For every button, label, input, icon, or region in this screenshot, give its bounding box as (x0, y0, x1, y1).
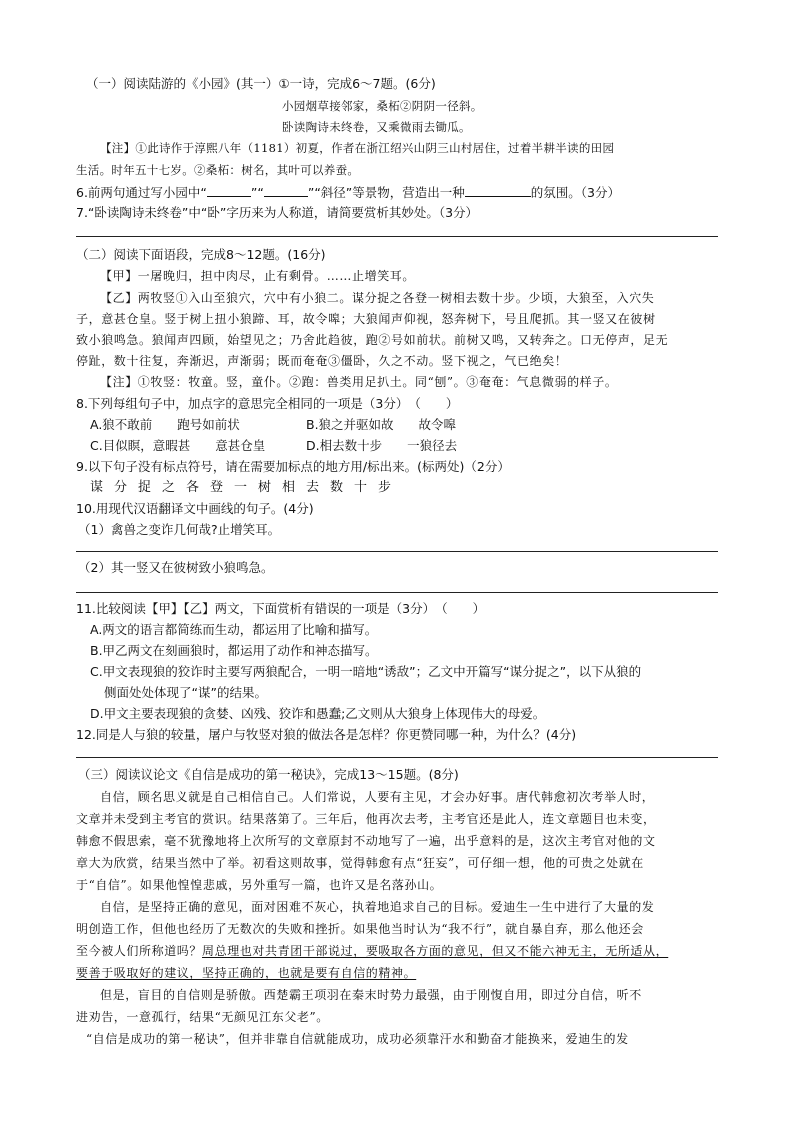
q6-blank-2[interactable] (264, 184, 308, 197)
section3-intro: （三）阅读议论文《自信是成功的第一秘诀》，完成13～15题。(8分) (78, 767, 459, 782)
question-11: 11.比较阅读【甲】【乙】两文，下面赏析有错误的一项是（3分） （ ） (76, 601, 486, 616)
essay-p3-line-1: 但是，盲目的自信则是骄傲。西楚霸王项羽在秦末时势力最强，由于刚愎自用，即过分自信，听不 (100, 988, 642, 1002)
q8-option-b[interactable]: B.狼之并驱如故 故令嗥 (306, 417, 457, 432)
passage-yi-line-2: 子，意甚仓皇。竖于树上扭小狼蹄、耳，故令嗥；大狼闻声仰视，怒奔树下，号且爬抓。其一竖又在彼树 (76, 312, 656, 326)
passage-jia: 【甲】一屠晚归，担中肉尽，止有剩骨。……止增笑耳。 (100, 269, 416, 283)
q6-part-b: ”“ (250, 185, 264, 200)
essay-p4-line-1: “自信是成功的第一秘诀”，但并非靠自信就能成功，成功必须靠汗水和勤奋才能换来，爱迪生的发 (86, 1032, 629, 1046)
poem-line-1: 小园烟草接邻家，桑柘②阴阴一径斜。 (282, 99, 483, 113)
q6-part-d: 的氛围。（3分） (530, 185, 621, 200)
poem-note-2: 生活。时年五十七岁。②桑柘：树名，其叶可以养蚕。 (76, 163, 360, 177)
question-12: 12.同是人与狼的较量，屠户与牧竖对狼的做法各是怎样？你更赞同哪一种，为什么？(4分) (76, 727, 577, 742)
q9-sentence[interactable]: 谋分捉之各登一树相去数十步 (90, 480, 403, 495)
essay-p1-line-5: 于“自信”。如果他惶惶悲戚，另外重写一篇，也许又是名落孙山。 (76, 878, 443, 892)
q11-option-c-line-1[interactable]: C.甲文表现狼的狡诈时主要写两狼配合，一明一暗地“诱敌”；乙文中开篇写“谋分捉之”，以下从狼的 (90, 664, 642, 679)
section2-intro: （二）阅读下面语段，完成8～12题。(16分) (76, 247, 326, 262)
q6-blank-1[interactable] (207, 184, 251, 197)
section1-intro: （一）阅读陆游的《小园》(其一）①一诗，完成6～7题。(6分) (86, 76, 436, 91)
essay-p2-line-1: 自信，是坚持正确的意见，面对困难不灰心，执着地追求自己的目标。爱迪生一生中进行了大量的发 (100, 900, 655, 914)
essay-p1-line-4: 章大为欣赏，结果当然中了举。初看这则故事，觉得韩愈有点“狂妄”，可仔细一想，他的可贵之处就在 (76, 856, 644, 870)
question-10: 10.用现代汉语翻译文中画线的句子。(4分) (76, 501, 314, 516)
q10-item-1: （1）禽兽之变诈几何哉?止增笑耳。 (78, 522, 281, 537)
q6-part-c: ”“斜径”等景物，营造出一种 (307, 185, 465, 200)
q11-option-d[interactable]: D.甲文主要表现狼的贪婪、凶残、狡诈和愚蠢;乙文则从大狼身上体现伟大的母爱。 (90, 706, 546, 721)
question-8: 8.下列每组句子中，加点字的意思完全相同的一项是（3分） （ ） (76, 396, 459, 411)
poem-line-2: 卧读陶诗未终卷，又乘微雨去锄瓜。 (282, 120, 471, 134)
passage-yi-line-4: 停趾，数十往复，奔渐迟，声渐弱；既而奄奄③僵卧，久之不动。竖下视之，气已绝矣！ (76, 354, 568, 368)
essay-p3-line-2: 进劝告，一意孤行，结果“无颜见江东父老”。 (76, 1010, 329, 1024)
essay-p2-line-3 (76, 943, 668, 959)
q10-item-2: （2）其一竖又在彼树致小狼鸣急。 (78, 560, 274, 575)
q6-part-a: 6.前两句通过写小园中“ (76, 185, 207, 200)
question-6 (76, 184, 620, 201)
passage-note: 【注】①牧竖：牧童。竖，童仆。②跑：兽类用足扒土。同“刨”。③奄奄：气息微弱的样子。 (100, 375, 618, 389)
passage-yi-line-1: 【乙】两牧竖①入山至狼穴，穴中有小狼二。谋分捉之各登一树相去数十步。少顷，大狼至，入穴失 (100, 291, 655, 305)
poem-note-1: 【注】①此诗作于淳熙八年（1181）初夏，作者在浙江绍兴山阴三山村居住，过着半耕半读的田园 (100, 141, 615, 155)
q8-option-a[interactable]: A.狼不敢前 跑号如前状 (90, 417, 240, 432)
essay-p1-line-2: 文章并未受到主考官的赏识。结果落第了。三年后，他再次去考，主考官还是此人，连文章题目也未变， (76, 812, 656, 826)
essay-underlined-sentence-1: 周总理也对共青团干部说过，要吸取各方面的意见，但又不能六神无主，无所适从， (202, 944, 669, 958)
answer-line-q10-1[interactable] (76, 551, 718, 552)
q6-blank-3[interactable] (465, 184, 531, 197)
essay-p1-line-3: 韩愈不假思索，毫不犹豫地将上次所写的文章原封不动地写了一遍，出乎意料的是，这次主考官对他的文 (76, 834, 656, 848)
essay-p2-line-3-start: 至今被人们所称道吗？ (76, 944, 203, 958)
essay-p2-line-2: 明创造工作，但他也经历了无数次的失败和挫折。如果他当时认为“我不行”，就自暴自弃，那么他还会 (76, 922, 644, 936)
q11-option-c-line-2: 侧面处处体现了“谋”的结果。 (104, 685, 267, 700)
answer-line-q7[interactable] (76, 236, 718, 237)
q8-option-d[interactable]: D.相去数十步 一狼径去 (306, 438, 458, 453)
question-7: 7.“卧读陶诗未终卷”中“卧”字历来为人称道，请简要赏析其妙处。（3分） (76, 205, 479, 220)
q11-option-a[interactable]: A.两文的语言都简练而生动，都运用了比喻和描写。 (90, 622, 378, 637)
answer-line-q12[interactable] (76, 757, 718, 758)
answer-line-q10-2[interactable] (76, 592, 718, 593)
essay-underlined-sentence-2: 要善于吸取好的建议，坚持正确的，也就是要有自信的精神。 (76, 966, 417, 980)
question-9: 9.以下句子没有标点符号，请在需要加标点的地方用/标出来。(标两处)（2分） (76, 459, 510, 474)
q11-option-b[interactable]: B.甲乙两文在刻画狼时，都运用了动作和神态描写。 (90, 643, 378, 658)
essay-p1-line-1: 自信，顾名思义就是自己相信自己。人们常说，人要有主见，才会办好事。唐代韩愈初次考举人时， (100, 790, 655, 804)
q8-option-c[interactable]: C.目似瞑，意暇甚 意甚仓皇 (90, 438, 266, 453)
passage-yi-line-3: 致小狼鸣急。狼闻声四顾，始望见之；乃舍此趋彼，跑②号如前状。前树又鸣，又转奔之。口无停声，足无 (76, 333, 669, 347)
